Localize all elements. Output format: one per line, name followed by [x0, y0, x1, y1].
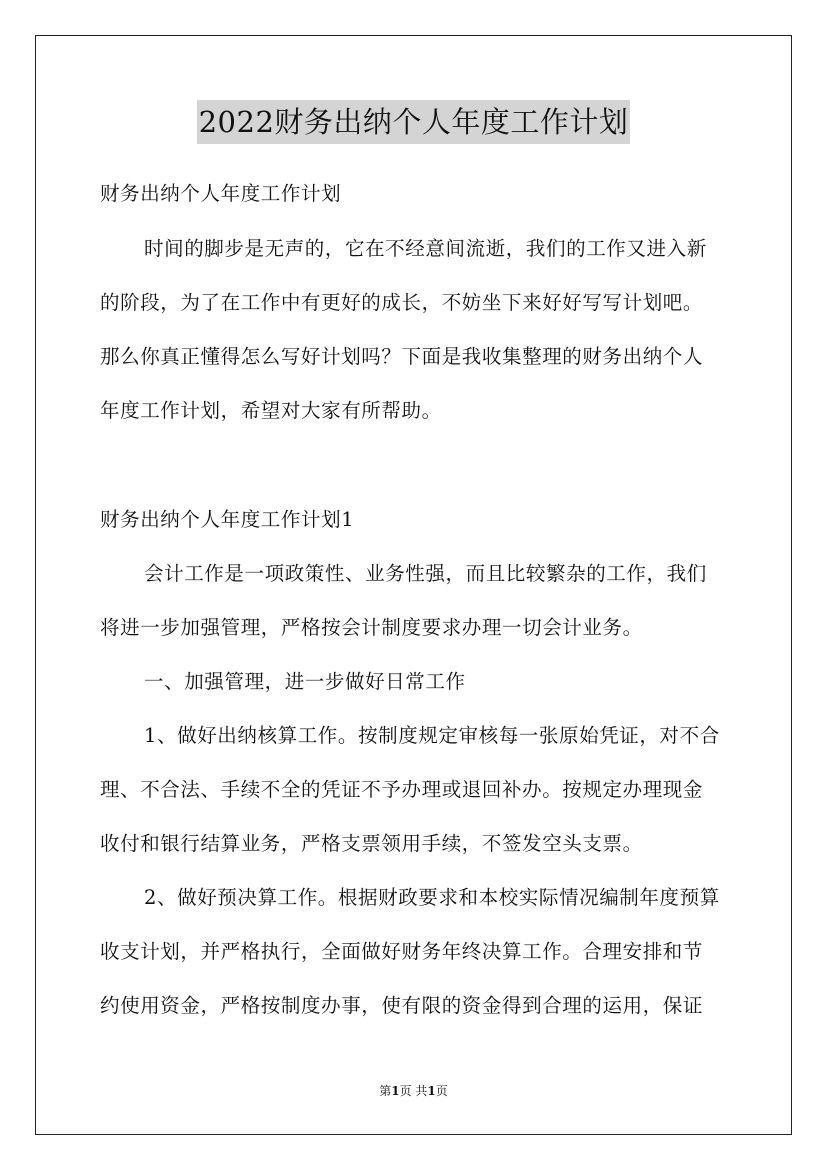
page-total: 1 [427, 1084, 436, 1098]
page-footer [0, 1083, 827, 1099]
page-mid: 页 共 [399, 1084, 428, 1098]
page-prefix: 第 [379, 1084, 392, 1098]
paragraph-line: 时间的脚步是无声的，它在不经意间流逝，我们的工作又进入新 [144, 237, 707, 260]
section-heading: 财务出纳个人年度工作计划1 [100, 508, 355, 531]
paragraph-line: 1、做好出纳核算工作。按制度规定审核每一张原始凭证，对不合 [144, 724, 720, 747]
paragraph-line: 那么你真正懂得怎么写好计划吗？下面是我收集整理的财务出纳个人 [100, 345, 704, 368]
paragraph-line: 2、做好预决算工作。根据财政要求和本校实际情况编制年度预算 [144, 886, 720, 909]
intro-heading: 财务出纳个人年度工作计划 [100, 182, 342, 205]
paragraph-line: 收支计划，并严格执行，全面做好财务年终决算工作。合理安排和节 [100, 940, 704, 963]
paragraph-line: 将进一步加强管理，严格按会计制度要求办理一切会计业务。 [100, 616, 643, 639]
subsection-heading: 一、加强管理，进一步做好日常工作 [144, 670, 466, 693]
paragraph-line: 会计工作是一项政策性、业务性强，而且比较繁杂的工作，我们 [144, 562, 707, 585]
paragraph-line: 理、不合法、手续不全的凭证不予办理或退回补办。按规定办理现金 [100, 778, 704, 801]
document-title [0, 100, 827, 144]
paragraph-line: 收付和银行结算业务，严格支票领用手续，不签发空头支票。 [100, 832, 643, 855]
page-suffix: 页 [435, 1084, 448, 1098]
paragraph-line: 年度工作计划，希望对大家有所帮助。 [100, 399, 442, 422]
document-title-text: 2022财务出纳个人年度工作计划 [197, 100, 631, 144]
paragraph-line: 的阶段，为了在工作中有更好的成长，不妨坐下来好好写写计划吧。 [100, 291, 704, 314]
page-current: 1 [391, 1084, 400, 1098]
paragraph-line: 约使用资金，严格按制度办事，使有限的资金得到合理的运用，保证 [100, 994, 704, 1017]
